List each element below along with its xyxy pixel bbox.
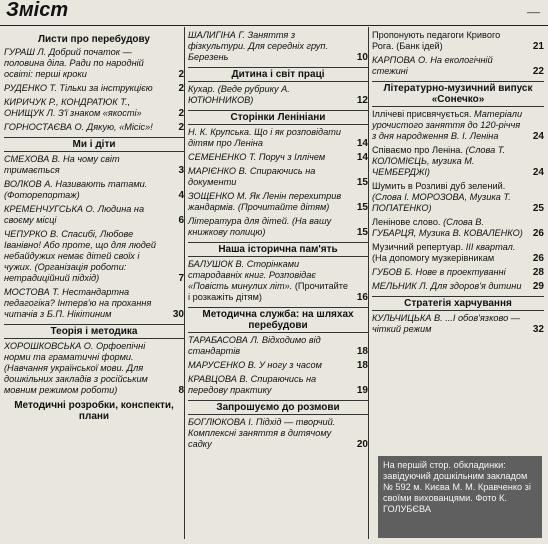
entry-text: СЕМЕНЕНКО Т. Поруч з Іллічем bbox=[188, 152, 326, 162]
entry-note: Інтерв'ю на прохання читачів з Б.П. Нікітиним bbox=[4, 298, 152, 319]
page-number: 15 bbox=[356, 227, 368, 238]
toc-entry[interactable] bbox=[372, 242, 544, 264]
entry-note: (Слова Т. КОЛОМІЄЦЬ, музика М. ЧЕМБЕРДЖІ) bbox=[372, 145, 506, 177]
toc-entry[interactable] bbox=[188, 216, 368, 238]
entry-note: III квартал. bbox=[465, 242, 516, 252]
page-number: 2 bbox=[178, 122, 184, 133]
corner-mark: — bbox=[527, 4, 540, 19]
entry-note: Розповідає «Повість минулих літ». bbox=[188, 270, 316, 291]
column-divider-1 bbox=[184, 27, 185, 539]
page-number: 15 bbox=[356, 202, 368, 213]
page-number: 24 bbox=[532, 167, 544, 178]
page-number: 16 bbox=[356, 292, 368, 303]
entry-note: Матеріали урочистого заняття до 120-річчя з дня народження В. І. Леніна bbox=[372, 109, 523, 141]
page-number: 26 bbox=[532, 253, 544, 264]
toc-entry[interactable] bbox=[188, 152, 368, 163]
page-number: 2 bbox=[178, 83, 184, 94]
entry-text: БАЛУШОК В. Сторінками стародавніх книг. bbox=[188, 259, 300, 280]
toc-entry[interactable] bbox=[4, 229, 184, 284]
toc-entry[interactable] bbox=[188, 166, 368, 188]
toc-entry[interactable] bbox=[188, 127, 368, 149]
column-3 bbox=[372, 30, 544, 338]
toc-entry[interactable] bbox=[4, 341, 184, 396]
entry-text: Шумить в Розливі дуб зелений. bbox=[372, 181, 506, 191]
page-number: 7 bbox=[178, 273, 184, 284]
entry-text: Кухар. bbox=[188, 84, 216, 94]
section-heading: Наша історична пам'ять bbox=[188, 242, 368, 257]
entry-note: (На допомогу музкерівникам bbox=[372, 253, 495, 263]
entry-note: Ради по народній освіті: перші кроки bbox=[4, 58, 144, 79]
page-title: Зміст bbox=[6, 0, 69, 21]
toc-entry[interactable] bbox=[4, 122, 184, 133]
entry-text: БОГЛЮКОВА І. Підхід — творчий. bbox=[188, 417, 336, 427]
entry-text: ЧЕПУРКО В. Спасибі, Любове Іванівно! bbox=[4, 229, 134, 250]
page-number: 2 bbox=[178, 108, 184, 119]
toc-entry[interactable] bbox=[372, 181, 544, 214]
entry-text: МЕЛЬНИК Л. Для здоров'я дитини bbox=[372, 281, 522, 291]
entry-text: ВОЛКОВ А. Називають татами. (Фоторепортаж) bbox=[4, 179, 148, 200]
page-number: 3 bbox=[178, 165, 184, 176]
page-number: 8 bbox=[178, 385, 184, 396]
entry-text: Ленінове слово. bbox=[372, 217, 441, 227]
entry-text: ШАЛИГІНА Г. Заняття з фізкультури. bbox=[188, 30, 296, 51]
column-divider-2 bbox=[368, 27, 369, 539]
page-number: 26 bbox=[532, 228, 544, 239]
entry-text: Музичний репертуар. bbox=[372, 242, 464, 252]
entry-text: КИРИЧУК Р., КОНДРАТЮК Т., ОНИЩУК Л. З'ї знаком «якості» bbox=[4, 97, 142, 118]
entry-text: Література для дітей. (На вашу книжкову полицю) bbox=[188, 216, 332, 237]
page-number: 28 bbox=[532, 267, 544, 278]
column-1 bbox=[4, 30, 184, 424]
header-bar bbox=[0, 0, 548, 26]
toc-entry[interactable] bbox=[4, 154, 184, 176]
entry-note: Для середніх груп. Березень bbox=[188, 41, 329, 62]
section-heading: Стратегія харчування bbox=[372, 296, 544, 311]
section-heading: Методичні розробки, конспекти, плани bbox=[14, 400, 174, 422]
page-number: 24 bbox=[532, 131, 544, 142]
page-number: 2 bbox=[178, 69, 184, 80]
toc-entry[interactable] bbox=[372, 55, 544, 77]
section-heading: Ми і діти bbox=[4, 137, 184, 152]
entry-note: (Слова В. ГУБАРЦЯ, Музика В. КОВАЛЕНКО) bbox=[372, 217, 523, 238]
entry-text: ХОРОШКОВСЬКА О. Орфоепічні норми та граматичні форми. (Навчання української мови. Для дошкільних закладів з російським мовним режимом роботи) bbox=[4, 341, 148, 395]
page-number: 32 bbox=[532, 324, 544, 335]
entry-text: КРАВЦОВА В. Спираючись на передову практику bbox=[188, 374, 317, 395]
toc-entry[interactable] bbox=[372, 281, 544, 292]
page-number: 20 bbox=[356, 439, 368, 450]
entry-text: Н. К. Крупська. Що і як розповідати дітям про Леніна bbox=[188, 127, 341, 148]
entry-text: МАРІЄНКО В. Спираючись на документи bbox=[188, 166, 316, 187]
column-2 bbox=[188, 30, 368, 453]
page-number: 10 bbox=[356, 52, 368, 63]
entry-text: Пропонують педагоги Кривого Рога. (Банк ідей) bbox=[372, 30, 501, 51]
toc-entry[interactable] bbox=[188, 30, 368, 63]
page-number: 15 bbox=[356, 177, 368, 188]
entry-text: МОСТОВА Т. Нестандартна педагогіка? bbox=[4, 287, 130, 308]
entry-text: ТАРАБАСОВА Л. Відходимо від стандартів bbox=[188, 335, 321, 356]
entry-text: СМЕХОВА В. На чому світ тримається bbox=[4, 154, 120, 175]
section-heading: Методична служба: на шляхах перебудови bbox=[188, 307, 368, 333]
entry-text: ГУРАШ Л. Добрий початок — половина діла. bbox=[4, 47, 132, 68]
page-number: 21 bbox=[532, 41, 544, 52]
entry-note: (Слова І. МОРОЗОВА, Музика Т. ПОПАТЕНКО) bbox=[372, 192, 511, 213]
toc-entry[interactable] bbox=[372, 313, 544, 335]
toc-entry[interactable] bbox=[188, 84, 368, 106]
toc-entry[interactable] bbox=[4, 97, 184, 119]
entry-text: МАРУСЕНКО В. У ногу з часом bbox=[188, 360, 322, 370]
toc-entry[interactable] bbox=[188, 259, 368, 303]
toc-entry[interactable] bbox=[188, 417, 368, 450]
page-number: 22 bbox=[532, 66, 544, 77]
page-number: 14 bbox=[356, 138, 368, 149]
section-heading: Запрошуємо до розмови bbox=[188, 400, 368, 415]
entry-text: КАРПОВА О. На екологічній стежині bbox=[372, 55, 493, 76]
section-heading: Дитина і світ праці bbox=[188, 67, 368, 82]
entry-note: Комплексні заняття в дитячому садку bbox=[188, 428, 332, 449]
entry-note: (Прочитайте і розкажіть дітям) bbox=[188, 281, 349, 302]
toc-entry[interactable] bbox=[372, 217, 544, 239]
toc-entry[interactable] bbox=[372, 267, 544, 278]
entry-text: Співаємо про Леніна. bbox=[372, 145, 463, 155]
toc-entry[interactable] bbox=[188, 191, 368, 213]
entry-text: Іллічеві присвячується. bbox=[372, 109, 472, 119]
entry-text: КУЛЬЧИЦЬКА В. ...І обов'язково — чіткий режим bbox=[372, 313, 520, 334]
toc-entry[interactable] bbox=[4, 47, 184, 80]
section-heading: Сторінки Ленініани bbox=[188, 110, 368, 125]
entry-note: (Веде рубрику А. ЮТЮННИКОВ) bbox=[188, 84, 290, 105]
toc-entry[interactable] bbox=[372, 30, 544, 52]
page-number: 14 bbox=[356, 152, 368, 163]
entry-text: КРЕМЕНЧУГСЬКА О. Людина на своєму місці bbox=[4, 204, 145, 225]
toc-entry[interactable] bbox=[188, 374, 368, 396]
page-number: 12 bbox=[356, 95, 368, 106]
page-number: 18 bbox=[356, 346, 368, 357]
page-number: 25 bbox=[532, 203, 544, 214]
toc-entry[interactable] bbox=[372, 145, 544, 178]
entry-text: РУДЕНКО Т. Тільки за інструкцією bbox=[4, 83, 153, 93]
section-heading: Листи про перебудову bbox=[38, 34, 150, 45]
toc-entry[interactable] bbox=[188, 335, 368, 357]
page-number: 6 bbox=[178, 215, 184, 226]
section-heading: Літературно-музичний випуск «Сонечко» bbox=[372, 81, 544, 107]
page-number: 18 bbox=[356, 360, 368, 371]
toc-entry[interactable] bbox=[4, 204, 184, 226]
cover-photo-credit: На першій стор. обкладинки: завідуючий дошкільним закладом № 592 м. Києва М. М. Кравченко зі своїми вихованцями. Фото К. ГОЛУБЄВА bbox=[378, 456, 542, 538]
page-number: 19 bbox=[356, 385, 368, 396]
entry-note: Або проте, що для людей небайдужих немає дітей своїх і чужих. (Організація роботи: нетрадиційний підхід) bbox=[4, 240, 157, 283]
toc-entry[interactable] bbox=[4, 83, 184, 94]
toc-entry[interactable] bbox=[4, 179, 184, 201]
entry-text: ЗОЩЕНКО М. Як Ленін перехитрив жандармів. (Прочитайте дітям) bbox=[188, 191, 342, 212]
page-number: 4 bbox=[178, 190, 184, 201]
page-number: 30 bbox=[172, 309, 184, 320]
entry-text: ГУБОВ Б. Нове в проектуванні bbox=[372, 267, 506, 277]
entry-text: ГОРНОСТАЄВА О. Дякую, «Місіс»! bbox=[4, 122, 153, 132]
section-heading: Теорія і методика bbox=[4, 324, 184, 339]
page-number: 29 bbox=[532, 281, 544, 292]
toc-entry[interactable] bbox=[372, 109, 544, 142]
toc-entry[interactable] bbox=[188, 360, 368, 371]
toc-entry[interactable] bbox=[4, 287, 184, 320]
